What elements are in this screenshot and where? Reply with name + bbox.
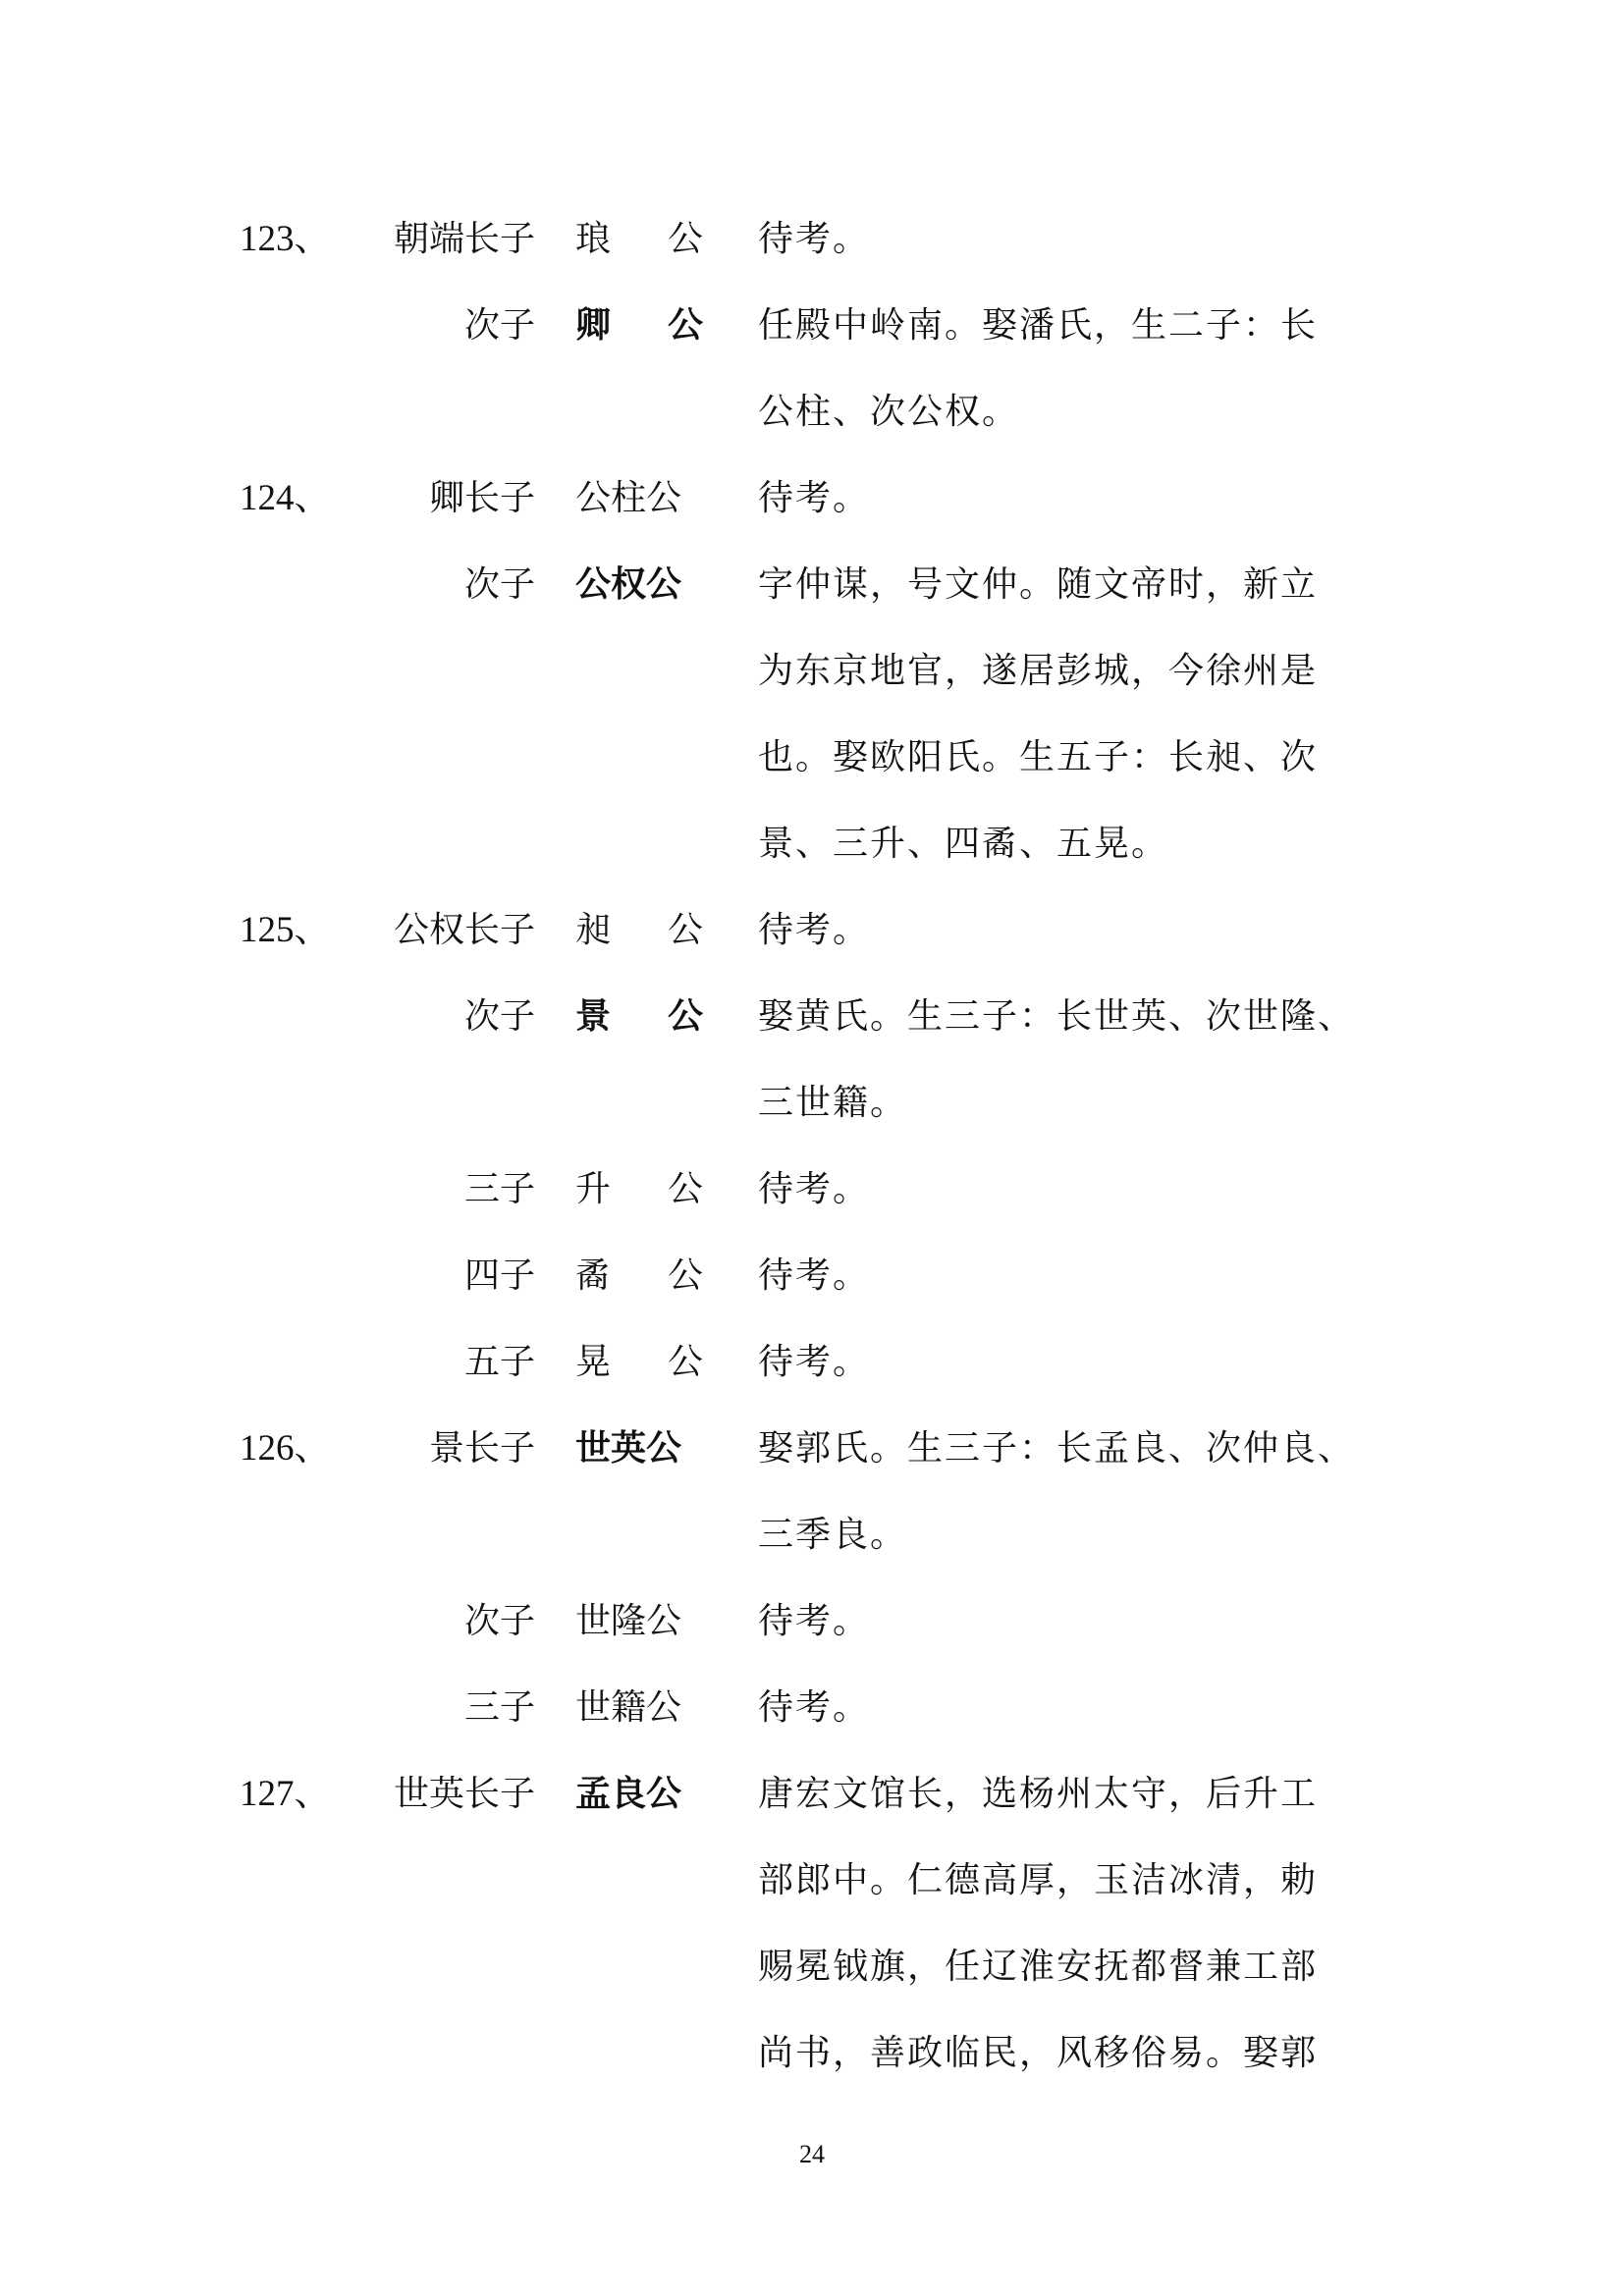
person-name-part: 公 (667, 1169, 703, 1209)
entry-description-line: 为东京地官，遂居彭城，今徐州是 (758, 651, 1319, 691)
person-name-part: 公 (667, 996, 703, 1037)
person-name (575, 196, 703, 283)
person-name (575, 283, 703, 369)
entry-number: 126、 (240, 1428, 331, 1468)
person-name (575, 1406, 703, 1492)
person-name (575, 1665, 703, 1751)
person-name-part: 世隆公 (575, 1601, 682, 1641)
relation-label: 公权长子 (393, 910, 535, 950)
person-name-part: 公柱公 (575, 478, 682, 518)
entry-description-line: 任殿中岭南。娶潘氏，生二子：长 (758, 305, 1319, 346)
entry-description-line: 待考。 (758, 1687, 871, 1728)
entry-description-line: 也。娶欧阳氏。生五子：长昶、次 (758, 737, 1319, 777)
entry-description-line: 尚书，善政临民，风移俗易。娶郭 (758, 2033, 1319, 2073)
relation-label: 三子 (463, 1687, 535, 1728)
relation-label: 次子 (463, 564, 535, 605)
person-name-part: 世籍公 (575, 1687, 682, 1728)
entry-description-line: 字仲谋，号文仲。随文帝时，新立 (758, 564, 1319, 605)
entry-description-line: 部郎中。仁德高厚，玉洁冰清，勅 (758, 1860, 1319, 1900)
entry-number: 123、 (240, 219, 331, 259)
person-name (575, 974, 703, 1060)
person-name (575, 1319, 703, 1406)
entry-description-line: 待考。 (758, 1255, 871, 1296)
entry-description-line: 公柱、次公权。 (758, 392, 1020, 432)
person-name-part: 公 (667, 305, 703, 346)
relation-label: 四子 (463, 1255, 535, 1296)
entry-description-line: 娶黄氏。生三子：长世英、次世隆、 (758, 996, 1356, 1037)
entry-description-line: 三季良。 (758, 1515, 908, 1555)
entry-description-line: 赐冕钺旗，任辽淮安抚都督兼工部 (758, 1947, 1319, 1987)
person-name (575, 1233, 703, 1319)
person-name-part: 公权公 (575, 564, 682, 605)
relation-label: 朝端长子 (393, 219, 535, 259)
relation-label: 世英长子 (393, 1774, 535, 1814)
entry-description-line: 待考。 (758, 910, 871, 950)
entry-description-line: 待考。 (758, 1342, 871, 1382)
relation-label: 五子 (463, 1342, 535, 1382)
entry-description-line: 待考。 (758, 1169, 871, 1209)
person-name-part: 公 (667, 910, 703, 950)
person-name-part: 公 (667, 219, 703, 259)
person-name (575, 887, 703, 974)
relation-label: 次子 (463, 305, 535, 346)
person-name-part: 矞 (575, 1255, 612, 1296)
entry-description-line: 景、三升、四矞、五晃。 (758, 824, 1169, 864)
person-name-part: 升 (575, 1169, 612, 1209)
person-name-part: 世英公 (575, 1428, 682, 1468)
person-name-part: 公 (667, 1342, 703, 1382)
relation-label: 卿长子 (428, 478, 535, 518)
page-number: 24 (799, 2140, 825, 2168)
person-name (575, 1147, 703, 1233)
person-name-part: 孟良公 (575, 1774, 682, 1814)
entry-description-line: 待考。 (758, 219, 871, 259)
relation-label: 次子 (463, 1601, 535, 1641)
entry-description-line: 待考。 (758, 1601, 871, 1641)
person-name-part: 昶 (575, 910, 612, 950)
person-name-part: 琅 (575, 219, 612, 259)
entry-description-line: 娶郭氏。生三子：长孟良、次仲良、 (758, 1428, 1356, 1468)
entry-number: 125、 (240, 910, 331, 950)
relation-label: 次子 (463, 996, 535, 1037)
person-name (575, 1578, 703, 1665)
person-name-part: 公 (667, 1255, 703, 1296)
entry-number: 124、 (240, 478, 331, 518)
relation-label: 三子 (463, 1169, 535, 1209)
person-name (575, 455, 703, 542)
person-name-part: 卿 (575, 305, 612, 346)
person-name-part: 晃 (575, 1342, 612, 1382)
person-name-part: 景 (575, 996, 612, 1037)
entry-description-line: 唐宏文馆长，选杨州太守，后升工 (758, 1774, 1319, 1814)
entry-description-line: 待考。 (758, 478, 871, 518)
relation-label: 景长子 (428, 1428, 535, 1468)
entry-description-line: 三世籍。 (758, 1083, 908, 1123)
entry-number: 127、 (240, 1774, 331, 1814)
person-name (575, 542, 703, 628)
person-name (575, 1751, 703, 1838)
